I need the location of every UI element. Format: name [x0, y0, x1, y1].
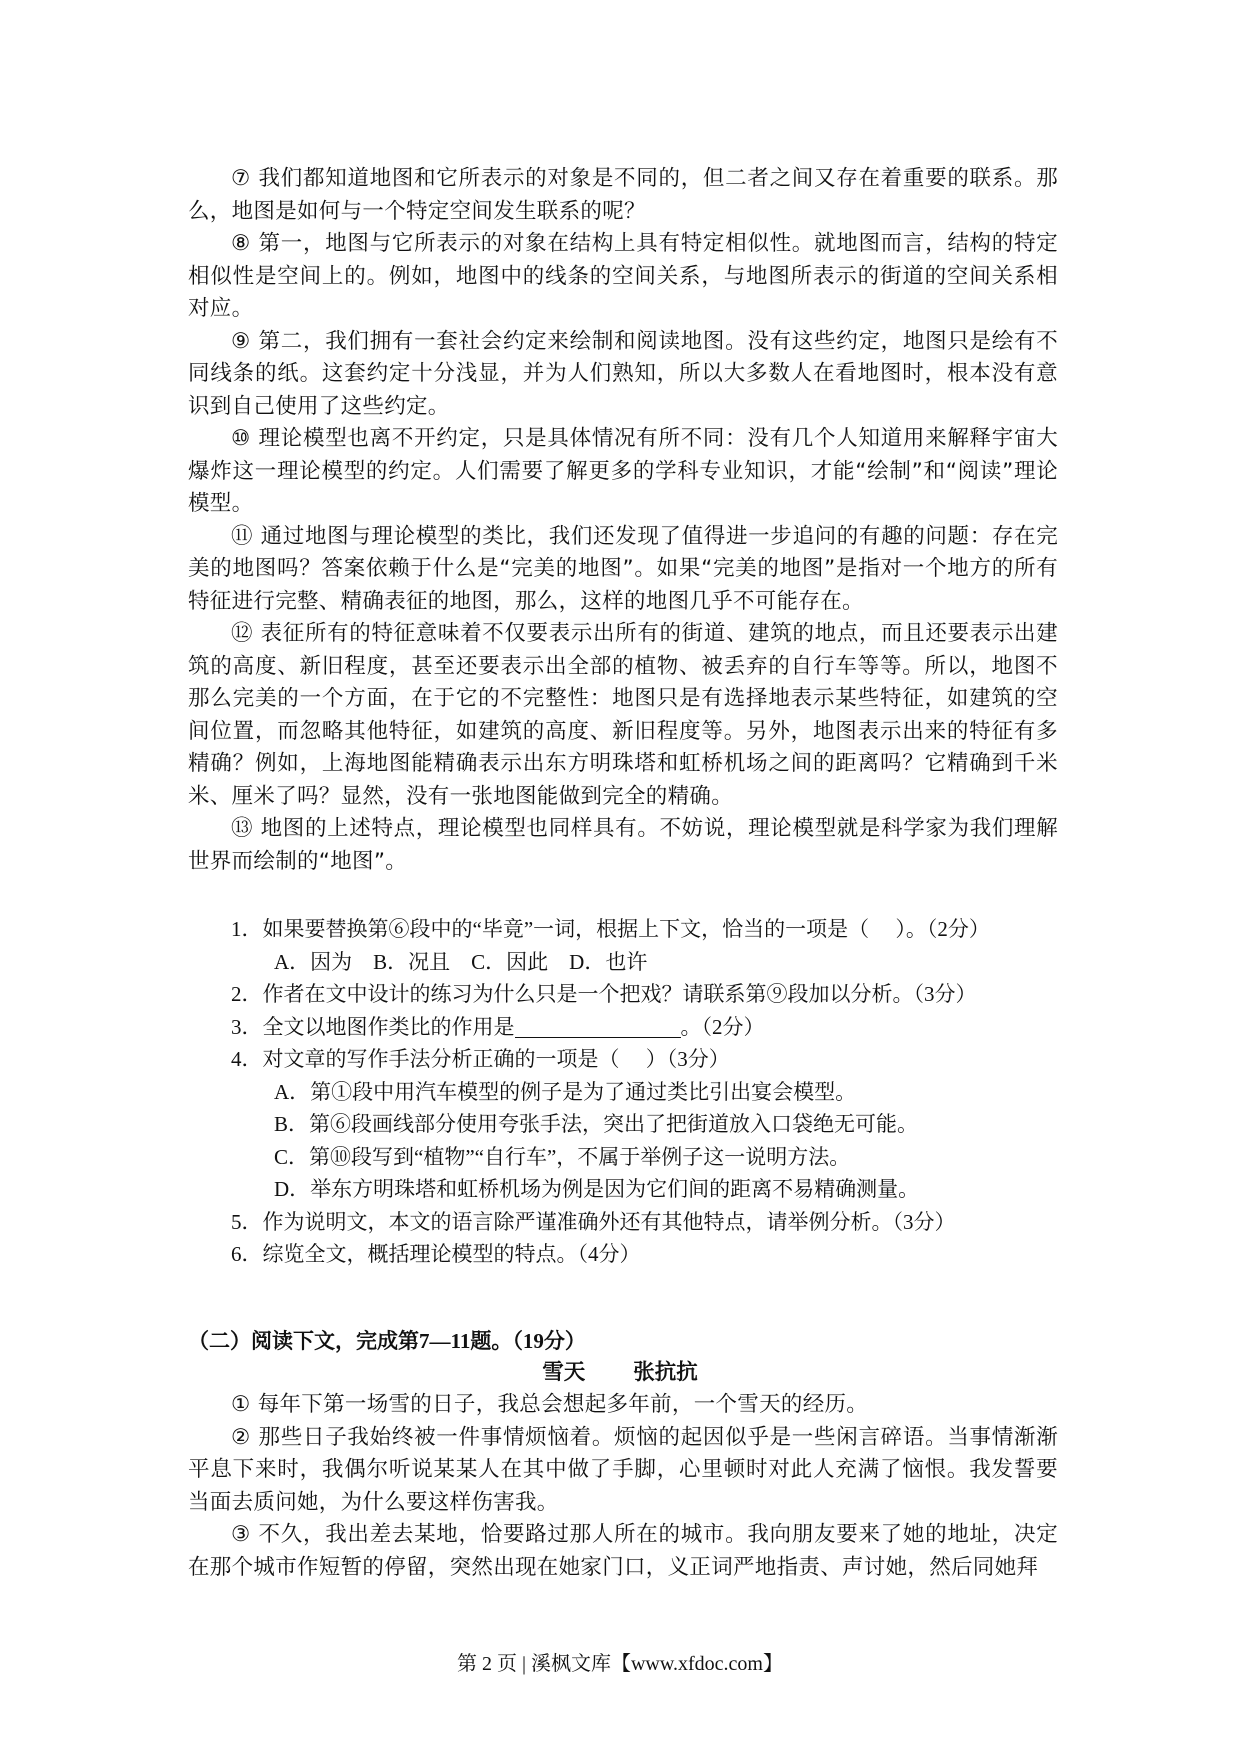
- question-4-option-d: D．举东方明珠塔和虹桥机场为例是因为它们间的距离不易精确测量。: [274, 1177, 920, 1201]
- paragraph-10: ⑩ 理论模型也离不开约定，只是具体情况有所不同：没有几个人知道用来解释宇宙大爆炸这一理论模型的约定。人们需要了解更多的学科专业知识，才能“绘制”和“阅读”理论模型。: [188, 426, 1058, 516]
- passage-body: [188, 163, 1058, 878]
- question-6: 6．综览全文，概括理论模型的特点。（4分）: [231, 1242, 641, 1266]
- story-paragraph-3: ③ 不久，我出差去某地，恰要路过那人所在的城市。我向朋友要来了她的地址，决定在那个城市作短暂的停留，突然出现在她家门口，义正词严地指责、声讨她，然后同她拜: [188, 1522, 1058, 1580]
- question-4-option-c: C．第⑩段写到“植物”“自行车”，不属于举例子这一说明方法。: [274, 1144, 851, 1169]
- story-title: [0, 1355, 1240, 1386]
- story-paragraph-1: ① 每年下第一场雪的日子，我总会想起多年前，一个雪天的经历。: [231, 1392, 869, 1417]
- paragraph-8: ⑧ 第一，地图与它所表示的对象在结构上具有特定相似性。就地图而言，结构的特定相似性是空间上的。例如，地图中的线条的空间关系，与地图所表示的街道的空间关系相对应。: [188, 231, 1058, 321]
- question-1: 1．如果要替换第⑥段中的“毕竟”一词，根据上下文，恰当的一项是（ ）。（2分）: [231, 917, 990, 941]
- question-4-option-b: B．第⑥段画线部分使用夸张手法，突出了把街道放入口袋绝无可能。: [274, 1112, 919, 1136]
- page-footer: 第 2 页 | 溪枫文库【www.xfdoc.com】: [456, 1653, 783, 1675]
- story-paragraph-2: ② 那些日子我始终被一件事情烦恼着。烦恼的起因似乎是一些闲言碎语。当事情渐渐平息下来时，我偶尔听说某某人在其中做了手脚，心里顿时对此人充满了恼恨。我发誓要当面去质问她，为什么要这样伤害我。: [188, 1424, 1058, 1515]
- question-4: 4．对文章的写作手法分析正确的一项是（ ）（3分）: [231, 1047, 730, 1071]
- question-1-options: A．因为 B．况且 C．因此 D．也许: [274, 949, 648, 974]
- story-title-text: 雪天: [542, 1360, 586, 1385]
- paragraph-9: ⑨ 第二，我们拥有一套社会约定来绘制和阅读地图。没有这些约定，地图只是绘有不同线条的纸。这套约定十分浅显，并为人们熟知，所以大多数人在看地图时，根本没有意识到自己使用了这些约定。: [188, 328, 1058, 419]
- story-author: 张抗抗: [633, 1360, 698, 1385]
- question-4-option-a: A．第①段中用汽车模型的例子是为了通过类比引出宴会模型。: [274, 1079, 857, 1104]
- question-5: 5．作为说明文，本文的语言除严谨准确外还有其他特点，请举例分析。（3分）: [231, 1209, 956, 1234]
- section-heading: （二）阅读下文，完成第7—11题。（19分）: [188, 1329, 586, 1353]
- answer-blank: [515, 1015, 681, 1038]
- paragraph-12: ⑫ 表征所有的特征意味着不仅要表示出所有的街道、建筑的地点，而且还要表示出建筑的高度、新旧程度，甚至还要表示出全部的植物、被丢弃的自行车等等。所以，地图不那么完美的一个方面，在于它的不完整性：地图只是有选择地表示某些特征，如建筑的空间位置，而忽略其他特征，如建筑的高度、新旧程度等。另外，地图表示出来的特征有多精确？例如，上海地图能精确表示出东方明珠塔和虹桥机场之间的距离吗？它精确到千米米、厘米了吗？显然，没有一张地图能做到完全的精确。: [188, 621, 1058, 809]
- paragraph-11: ⑪ 通过地图与理论模型的类比，我们还发现了值得进一步追问的有趣的问题：存在完美的地图吗？答案依赖于什么是“完美的地图”。如果“完美的地图”是指对一个地方的所有特征进行完整、精确表征的地图，那么，这样的地图几乎不可能存在。: [188, 523, 1058, 614]
- paragraph-7: ⑦ 我们都知道地图和它所表示的对象是不同的，但二者之间又存在着重要的联系。那么，地图是如何与一个特定空间发生联系的呢？: [188, 166, 1058, 224]
- question-3: 3．全文以地图作类比的作用是 。（2分）: [231, 1014, 765, 1039]
- question-2: 2．作者在文中设计的练习为什么只是一个把戏？请联系第⑨段加以分析。（3分）: [231, 982, 977, 1006]
- questions-block: [188, 913, 1058, 1271]
- story-body: [188, 1389, 1058, 1584]
- paragraph-13: ⑬ 地图的上述特点，理论模型也同样具有。不妨说，理论模型就是科学家为我们理解世界而绘制的“地图”。: [188, 816, 1058, 874]
